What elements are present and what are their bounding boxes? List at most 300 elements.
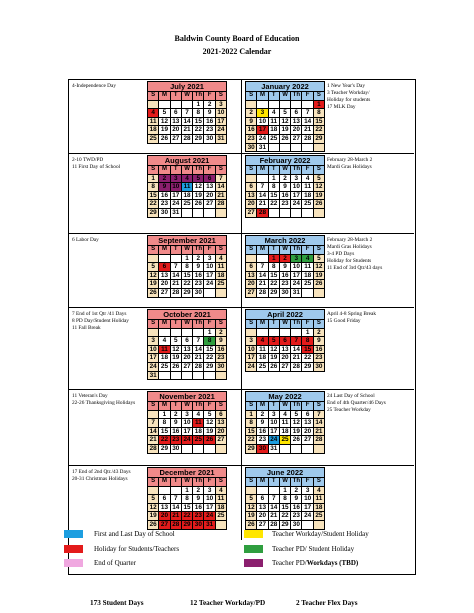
day-cell: 29	[279, 520, 290, 529]
day-cell: 20	[159, 512, 170, 521]
day-cell: 23	[279, 280, 290, 289]
day-cell: 7	[291, 337, 302, 346]
row-divider	[241, 390, 242, 465]
day-cell: 2	[279, 174, 290, 183]
day-cell: 21	[257, 200, 268, 209]
month-header: November 2021	[148, 392, 227, 402]
day-cell: 4	[148, 109, 159, 118]
note-line: February 28-March 2	[327, 237, 373, 243]
note-line: February 28-March 2	[327, 157, 373, 163]
day-cell: 9	[215, 337, 226, 346]
day-cell: 13	[159, 503, 170, 512]
note-line: 3 Teacher Workday/	[327, 90, 370, 96]
day-cell: 20	[302, 427, 313, 436]
weekday-label: T	[268, 402, 279, 411]
day-cell: 12	[148, 503, 159, 512]
day-cell: 17	[181, 427, 192, 436]
note-line: 11 First Day of School	[72, 164, 121, 170]
day-cell: 30	[313, 362, 324, 371]
day-cell: 3	[291, 254, 302, 263]
weekday-label: Th	[292, 246, 300, 253]
day-cell: 10	[246, 345, 257, 354]
month-header: March 2022	[246, 236, 325, 246]
day-cell: 25	[268, 134, 279, 143]
weekday-label: M	[159, 92, 170, 101]
note-line: 24 Last Day of School	[327, 393, 375, 399]
day-cell: 7	[268, 495, 279, 504]
day-cell: 30	[193, 520, 204, 529]
day-cell	[268, 208, 279, 217]
weekday-label: Th	[292, 166, 300, 173]
day-cell: 16	[246, 126, 257, 135]
day-cell: 30	[215, 362, 226, 371]
day-cell: 17	[257, 126, 268, 135]
day-cell: 8	[268, 183, 279, 192]
day-cell: 24	[268, 436, 279, 445]
note-line: Mardi Gras Holidays	[327, 164, 372, 170]
weekday-label: S	[215, 92, 226, 101]
day-cell: 30	[193, 288, 204, 297]
day-cell	[268, 486, 279, 495]
day-cell: 14	[313, 419, 324, 428]
weekday-label: F	[204, 320, 215, 329]
day-cell: 8	[181, 263, 192, 272]
month-calendar	[147, 309, 227, 380]
day-cell: 6	[170, 109, 181, 118]
day-cell: 23	[291, 512, 302, 521]
day-cell	[170, 254, 181, 263]
day-cell	[268, 143, 279, 152]
day-cell	[204, 371, 215, 380]
weekday-label: T	[170, 478, 181, 487]
day-cell: 7	[170, 263, 181, 272]
day-cell: 15	[246, 427, 257, 436]
day-cell: 16	[193, 503, 204, 512]
day-cell: 12	[204, 419, 215, 428]
day-cell: 9	[279, 183, 290, 192]
day-cell: 11	[148, 117, 159, 126]
weekday-label: W	[181, 92, 192, 101]
day-cell: 17	[215, 117, 226, 126]
day-cell: 10	[268, 419, 279, 428]
weekday-label: W	[279, 92, 290, 101]
day-cell	[215, 371, 226, 380]
day-cell	[257, 174, 268, 183]
day-cell: 22	[268, 200, 279, 209]
day-cell: 1	[313, 100, 324, 109]
day-cell: 29	[313, 134, 324, 143]
day-cell: 4	[257, 337, 268, 346]
day-cell: 22	[268, 280, 279, 289]
day-cell: 14	[193, 345, 204, 354]
day-cell: 25	[257, 362, 268, 371]
day-cell: 17	[291, 271, 302, 280]
day-cell: 16	[215, 345, 226, 354]
day-cell: 10	[215, 109, 226, 118]
day-cell: 30	[170, 444, 181, 453]
day-cell: 4	[181, 174, 192, 183]
day-cell: 17	[148, 354, 159, 363]
day-cell: 15	[268, 191, 279, 200]
day-cell	[159, 486, 170, 495]
day-cell	[302, 288, 313, 297]
day-cell: 26	[170, 362, 181, 371]
day-cell	[257, 100, 268, 109]
day-cell: 13	[291, 117, 302, 126]
day-cell: 7	[257, 183, 268, 192]
day-cell: 29	[159, 444, 170, 453]
note-line: End of 4th Quarter/46 Days	[327, 400, 386, 406]
weekday-label: S	[148, 320, 159, 329]
legend-swatch-teacher-workday	[244, 530, 263, 538]
day-cell: 13	[170, 117, 181, 126]
day-cell: 11	[302, 183, 313, 192]
day-cell: 16	[279, 271, 290, 280]
day-cell: 17	[170, 191, 181, 200]
day-cell: 23	[246, 134, 257, 143]
day-cell: 8	[246, 419, 257, 428]
day-cell: 31	[170, 208, 181, 217]
day-cell: 20	[246, 280, 257, 289]
day-cell	[215, 208, 226, 217]
day-cell: 15	[279, 503, 290, 512]
day-cell: 2	[193, 486, 204, 495]
day-cell: 14	[257, 191, 268, 200]
day-cell: 29	[268, 288, 279, 297]
day-cell: 7	[148, 419, 159, 428]
day-cell: 15	[313, 117, 324, 126]
day-cell: 28	[313, 436, 324, 445]
day-cell: 28	[302, 134, 313, 143]
day-cell: 26	[313, 280, 324, 289]
day-cell: 23	[204, 126, 215, 135]
day-cell: 14	[215, 183, 226, 192]
weekday-label: S	[313, 246, 324, 255]
day-cell: 27	[291, 134, 302, 143]
day-cell: 18	[193, 427, 204, 436]
note-line: 17 MLK Day	[327, 104, 356, 110]
day-cell: 16	[257, 427, 268, 436]
day-cell: 26	[279, 134, 290, 143]
day-cell: 28	[291, 362, 302, 371]
day-cell: 22	[313, 126, 324, 135]
day-cell: 17	[302, 503, 313, 512]
row-divider	[241, 308, 242, 389]
day-cell: 1	[148, 174, 159, 183]
weekday-label: Th	[194, 246, 202, 253]
weekday-label: W	[279, 402, 290, 411]
note-line: 22-26 Thanksgiving Holidays	[72, 400, 136, 406]
month-notes	[327, 83, 370, 111]
month-header: October 2021	[148, 310, 227, 320]
note-line: 7 End of 1st Qtr /41 Days	[72, 311, 127, 317]
weekday-label: T	[268, 166, 279, 175]
day-cell: 28	[193, 362, 204, 371]
day-cell: 8	[193, 109, 204, 118]
day-cell: 4	[279, 410, 290, 419]
day-cell: 25	[148, 134, 159, 143]
weekday-label: W	[181, 166, 192, 175]
day-cell: 15	[302, 345, 313, 354]
day-cell: 3	[148, 337, 159, 346]
day-cell: 12	[193, 183, 204, 192]
day-cell	[170, 328, 181, 337]
day-cell: 15	[181, 503, 192, 512]
day-cell: 5	[291, 410, 302, 419]
day-cell: 20	[159, 280, 170, 289]
weekday-label: Th	[194, 478, 202, 485]
day-cell: 30	[159, 208, 170, 217]
day-cell: 10	[204, 495, 215, 504]
day-cell: 23	[193, 512, 204, 521]
weekday-label: T	[268, 246, 279, 255]
day-cell	[215, 444, 226, 453]
weekday-label: T	[170, 402, 181, 411]
day-cell	[159, 371, 170, 380]
day-cell: 19	[170, 354, 181, 363]
day-cell: 14	[291, 345, 302, 354]
month-calendar	[147, 467, 227, 530]
total-flex-days: 2 Teacher Flex Days	[296, 599, 358, 607]
day-cell: 9	[313, 337, 324, 346]
weekday-label: F	[302, 478, 313, 487]
day-cell: 10	[291, 263, 302, 272]
day-cell	[193, 371, 204, 380]
day-cell: 29	[193, 134, 204, 143]
legend-swatch-teacher-pd-workdays	[244, 559, 263, 567]
weekday-label: S	[215, 320, 226, 329]
day-cell: 28	[148, 444, 159, 453]
day-cell: 24	[291, 200, 302, 209]
day-cell: 25	[193, 436, 204, 445]
weekday-label: M	[159, 166, 170, 175]
day-cell: 23	[193, 280, 204, 289]
day-cell: 3	[215, 100, 226, 109]
day-cell	[279, 208, 290, 217]
calendar-row	[69, 466, 414, 540]
day-cell: 21	[193, 354, 204, 363]
month-header: February 2022	[246, 156, 325, 166]
day-cell	[193, 328, 204, 337]
day-cell: 5	[193, 174, 204, 183]
legend-label-teacher-pd-workdays	[272, 559, 358, 567]
day-cell: 8	[302, 337, 313, 346]
weekday-label: M	[257, 166, 268, 175]
weekday-label: M	[257, 402, 268, 411]
day-cell	[148, 486, 159, 495]
day-cell: 13	[246, 271, 257, 280]
day-cell: 5	[313, 174, 324, 183]
calendar-row	[69, 308, 414, 390]
note-line: 1 New Year's Day	[327, 83, 366, 89]
day-cell: 30	[279, 288, 290, 297]
day-cell: 10	[257, 117, 268, 126]
day-cell: 16	[291, 503, 302, 512]
day-cell: 3	[268, 410, 279, 419]
day-cell: 11	[313, 495, 324, 504]
day-cell: 13	[246, 191, 257, 200]
day-cell: 6	[257, 495, 268, 504]
day-cell: 15	[148, 191, 159, 200]
legend-label-teacher-pd-workdays-prefix: Teacher PD/	[272, 559, 307, 567]
day-cell: 25	[215, 512, 226, 521]
day-cell: 10	[181, 419, 192, 428]
day-cell	[302, 520, 313, 529]
weekday-label: M	[257, 92, 268, 101]
weekday-label: T	[170, 92, 181, 101]
day-cell: 12	[148, 271, 159, 280]
day-cell: 19	[313, 191, 324, 200]
calendar-row	[69, 234, 414, 308]
day-cell: 24	[302, 512, 313, 521]
day-cell: 10	[170, 183, 181, 192]
month-notes	[72, 469, 131, 483]
day-cell: 23	[159, 200, 170, 209]
day-cell: 21	[148, 436, 159, 445]
calendar-title-year: 2021-2022 Calendar	[202, 47, 272, 56]
weekday-label: T	[170, 320, 181, 329]
day-cell: 19	[148, 512, 159, 521]
day-cell: 28	[268, 520, 279, 529]
day-cell: 30	[291, 520, 302, 529]
month-notes	[327, 237, 382, 272]
day-cell: 17	[246, 354, 257, 363]
day-cell: 31	[204, 520, 215, 529]
day-cell: 20	[257, 512, 268, 521]
month-header: January 2022	[246, 82, 325, 92]
day-cell: 7	[313, 410, 324, 419]
day-cell	[291, 208, 302, 217]
day-cell: 9	[204, 109, 215, 118]
weekday-label: S	[246, 402, 257, 411]
day-cell	[204, 288, 215, 297]
day-cell: 3	[246, 337, 257, 346]
weekday-label: M	[159, 478, 170, 487]
day-cell: 25	[302, 200, 313, 209]
day-cell: 12	[291, 419, 302, 428]
day-cell: 4	[215, 254, 226, 263]
day-cell	[215, 520, 226, 529]
note-line: Holiday for Students	[327, 258, 372, 264]
day-cell: 25	[279, 436, 290, 445]
day-cell: 5	[279, 109, 290, 118]
weekday-label: W	[279, 320, 290, 329]
day-cell	[279, 444, 290, 453]
legend-label-teacher-pd-workdays-bold: Workdays (TBD)	[306, 559, 359, 567]
legend-swatch-teacher-pd	[244, 545, 263, 553]
day-cell	[193, 444, 204, 453]
day-cell: 8	[181, 495, 192, 504]
day-cell: 23	[279, 200, 290, 209]
day-cell: 24	[204, 280, 215, 289]
weekday-label: S	[148, 92, 159, 101]
day-cell: 5	[268, 337, 279, 346]
day-cell: 8	[268, 263, 279, 272]
day-cell: 3	[204, 254, 215, 263]
note-line: April 4-8 Spring Break	[327, 311, 376, 317]
day-cell: 21	[302, 126, 313, 135]
day-cell: 19	[193, 191, 204, 200]
month-calendar	[245, 309, 325, 372]
weekday-label: S	[148, 478, 159, 487]
day-cell: 21	[170, 512, 181, 521]
day-cell: 1	[159, 410, 170, 419]
day-cell: 27	[246, 288, 257, 297]
weekday-label: M	[159, 246, 170, 255]
weekday-label: S	[246, 320, 257, 329]
day-cell: 14	[257, 271, 268, 280]
day-cell: 26	[193, 200, 204, 209]
weekday-label: T	[268, 320, 279, 329]
weekday-label: F	[204, 92, 215, 101]
legend-label-teacher-pd: Teacher PD/ Student Holiday	[272, 545, 355, 553]
day-cell: 2	[170, 410, 181, 419]
day-cell: 19	[279, 126, 290, 135]
month-header: June 2022	[246, 468, 325, 478]
row-divider	[241, 80, 242, 153]
month-calendar	[245, 155, 325, 218]
day-cell: 19	[204, 427, 215, 436]
calendar-grid	[68, 79, 416, 575]
day-cell: 6	[159, 495, 170, 504]
day-cell: 10	[302, 495, 313, 504]
day-cell	[159, 328, 170, 337]
day-cell: 12	[159, 117, 170, 126]
day-cell: 27	[181, 362, 192, 371]
day-cell	[279, 100, 290, 109]
day-cell: 11	[257, 345, 268, 354]
day-cell: 12	[246, 503, 257, 512]
day-cell: 4	[268, 109, 279, 118]
day-cell: 6	[302, 410, 313, 419]
weekday-label: S	[148, 402, 159, 411]
day-cell: 25	[313, 512, 324, 521]
day-cell: 18	[313, 503, 324, 512]
day-cell: 27	[159, 288, 170, 297]
day-cell: 5	[246, 495, 257, 504]
day-cell: 1	[302, 328, 313, 337]
month-header: September 2021	[148, 236, 227, 246]
weekday-label: Th	[194, 166, 202, 173]
weekday-label: S	[215, 402, 226, 411]
day-cell: 3	[170, 174, 181, 183]
weekday-label: M	[257, 320, 268, 329]
day-cell: 1	[181, 254, 192, 263]
weekday-label: M	[257, 246, 268, 255]
day-cell: 1	[204, 328, 215, 337]
day-cell: 29	[148, 208, 159, 217]
day-cell: 1	[246, 410, 257, 419]
day-cell: 31	[215, 134, 226, 143]
day-cell: 9	[291, 495, 302, 504]
day-cell: 26	[148, 520, 159, 529]
note-line: 11 End of 3rd Qtr/43 days	[327, 265, 383, 271]
day-cell: 22	[181, 512, 192, 521]
day-cell: 18	[279, 427, 290, 436]
day-cell: 8	[148, 183, 159, 192]
legend-swatch-end-quarter	[64, 559, 83, 567]
weekday-label: W	[181, 320, 192, 329]
day-cell: 27	[159, 520, 170, 529]
day-cell: 2	[257, 410, 268, 419]
month-calendar	[245, 391, 325, 454]
day-cell: 5	[148, 495, 159, 504]
day-cell	[268, 100, 279, 109]
day-cell: 22	[148, 200, 159, 209]
calendar-row	[69, 80, 414, 154]
weekday-label: F	[204, 478, 215, 487]
day-cell: 7	[181, 109, 192, 118]
